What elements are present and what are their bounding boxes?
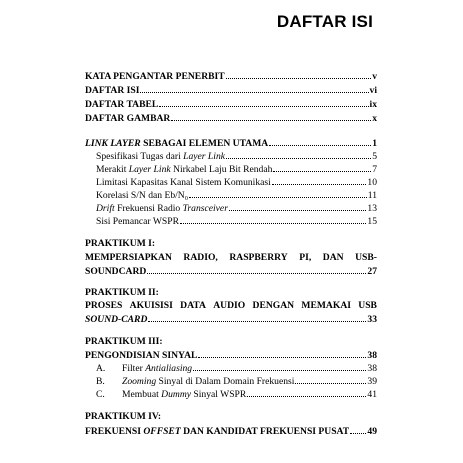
chapter-entry xyxy=(85,137,377,150)
entry-page: ix xyxy=(369,99,377,110)
page-title: DAFTAR ISI xyxy=(276,12,373,31)
toc-subentry: C. Membuat Dummy Sinyal WSPR 41 xyxy=(96,389,377,400)
dot-leader xyxy=(269,137,371,146)
dot-leader xyxy=(272,176,367,185)
toc-subentry: Drift Frekuensi Radio Transceiver 13 xyxy=(96,203,377,214)
toc-entry xyxy=(85,98,377,111)
dot-leader xyxy=(350,425,366,434)
praktikum-entry: FREKUENSI OFFSET DAN KANDIDAT FREKUENSI PUSAT 49 xyxy=(85,426,377,437)
dot-leader xyxy=(247,388,366,397)
dot-leader xyxy=(171,112,371,121)
dot-leader xyxy=(159,98,368,107)
toc-entry xyxy=(85,112,377,125)
dot-leader xyxy=(140,84,368,93)
toc-subentry: Korelasi S/N dan Eb/N₀ 11 xyxy=(96,190,377,201)
entry-page: 1 xyxy=(372,138,377,149)
dot-leader xyxy=(295,375,366,384)
dot-leader xyxy=(226,150,371,159)
entry-label: DAFTAR TABEL xyxy=(85,99,159,110)
dot-leader xyxy=(273,163,371,172)
dot-leader xyxy=(180,215,366,224)
toc-entry xyxy=(85,70,377,83)
toc-subentry: B. Zooming Sinyal di Dalam Domain Frekuensi 39 xyxy=(96,376,377,387)
toc-subentry: Merakit Layer Link Nirkabel Laju Bit Rendah 7 xyxy=(96,164,377,175)
entry-page: vi xyxy=(369,85,377,96)
praktikum-title-line: MEMPERSIAPKAN RADIO, RASPBERRY PI, DAN USB- xyxy=(85,252,377,263)
praktikum-label: PRAKTIKUM II: xyxy=(85,287,159,298)
praktikum-entry: PENGONDISIAN SINYAL 38 xyxy=(85,350,377,361)
toc-entry xyxy=(85,84,377,97)
entry-page: v xyxy=(372,71,377,82)
dot-leader xyxy=(147,265,366,274)
praktikum-entry: SOUND-CARD 33 xyxy=(85,314,377,325)
entry-label: DAFTAR GAMBAR xyxy=(85,113,171,124)
praktikum-label: PRAKTIKUM IV: xyxy=(85,411,162,422)
praktikum-title-line: PROSES AKUISISI DATA AUDIO DENGAN MEMAKAI USB xyxy=(85,300,377,311)
entry-label: KATA PENGANTAR PENERBIT xyxy=(85,71,225,82)
toc-subentry: Limitasi Kapasitas Kanal Sistem Komunikasi 10 xyxy=(96,177,377,188)
praktikum-entry: SOUNDCARD 27 xyxy=(85,266,377,277)
chapter-title: LINK LAYER SEBAGAI ELEMEN UTAMA xyxy=(85,138,269,149)
dot-leader xyxy=(189,189,367,198)
dot-leader xyxy=(193,362,366,371)
dot-leader xyxy=(148,313,366,322)
dot-leader xyxy=(198,349,366,358)
dot-leader xyxy=(226,70,372,79)
toc-subentry: Sisi Pemancar WSPR 15 xyxy=(96,216,377,227)
praktikum-label: PRAKTIKUM III: xyxy=(85,336,163,347)
entry-label: DAFTAR ISI xyxy=(85,85,140,96)
praktikum-label: PRAKTIKUM I: xyxy=(85,238,156,249)
entry-page: x xyxy=(372,113,377,124)
toc-subentry: Spesifikasi Tugas dari Layer Link 5 xyxy=(96,151,377,162)
toc-subentry: A. Filter Antialiasing 38 xyxy=(96,363,377,374)
dot-leader xyxy=(229,202,366,211)
